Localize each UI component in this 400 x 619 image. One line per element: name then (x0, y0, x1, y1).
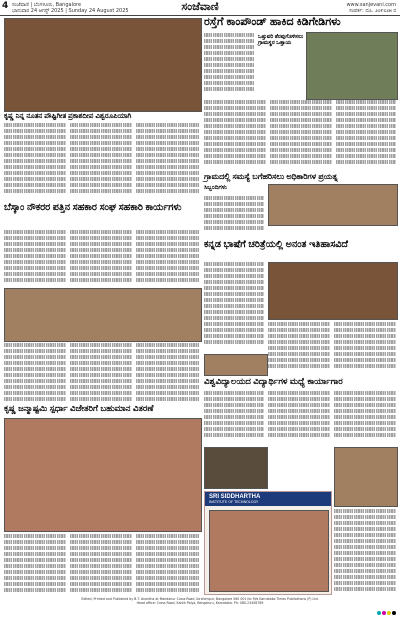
magenta-dot (382, 611, 386, 615)
ad-photo (209, 510, 329, 592)
event-photo-top-left (4, 18, 202, 112)
subhead-gram-sabha: ಸಿಬ್ಬಂದಿಗಳು (204, 185, 227, 191)
gram-sabha-photo (268, 184, 398, 226)
page-footer (0, 597, 400, 608)
column-contest-3 (136, 534, 200, 594)
color-registration-dots (376, 600, 396, 619)
masthead-right (346, 2, 396, 14)
headline-krishna-contest: ಕೃಷ್ಣ ಜನ್ಮಾಷ್ಟಮಿ ಸ್ಪರ್ಧಾ ವಿಜೇತರಿಗೆ ಬಹುಮಾನ ವಿತರಣೆ (4, 403, 154, 413)
column-kannada-2 (268, 322, 330, 372)
ad-title: SRI SIDDHARTHA (209, 494, 261, 500)
cyan-dot (377, 611, 381, 615)
page-number: 4 (2, 1, 9, 11)
date-label: ಭಾನುವಾರ 24 ಆಗಸ್ಟ್ 2025 | Sunday 24 August 2025 (12, 8, 129, 14)
column-road-2 (204, 100, 266, 170)
headline-kannada-history: ಕನ್ನಡ ಭಾಷೆಗೆ ಚರಿತ್ರೆಯಲ್ಲಿ ಅನಂತ ಇತಿಹಾಸವಿದೆ (204, 239, 348, 250)
column-gram-1 (204, 196, 264, 236)
university-students-photo (334, 447, 398, 507)
column-bescom-1 (4, 230, 66, 286)
headline-krishna-release: ಕೃಷ್ಣ ನಿನ್ನ ನೂತನ ಪೌಷ್ಟಿಗೀತ ಪ್ರಕಾಶದೀಪ ವಿಶ್ವರೂಪಿಯಾಗಿ (4, 113, 132, 120)
column-road-1 (204, 33, 254, 95)
column-bescom-5 (70, 343, 132, 401)
column-road-4 (336, 100, 396, 170)
yellow-dot (387, 611, 391, 615)
university-photo (204, 447, 268, 489)
footer-line-2: Head office: Cross Road, Kanth Palya, Bengaluru, Karnataka. Ph: 080-23456789 (136, 601, 264, 605)
column-university-3 (334, 391, 396, 443)
newspaper-logo: ಸಂಜೆವಾಣಿ (181, 0, 219, 13)
kannada-event-photo (268, 262, 398, 320)
footer-line-1: Edited, Printed and Published by B.T. Anantha at Mandanur Cross Road, Ibrahimpur, Bangalore 560 001 for M/s Karnataka Times Publications (P) Ltd. (81, 597, 319, 601)
krishna-children-photo (4, 418, 202, 532)
column-university-1 (204, 391, 264, 443)
black-dot (392, 611, 396, 615)
column-krishna-1 (4, 123, 66, 199)
bescom-group-photo (4, 288, 202, 342)
road-photo (306, 32, 398, 100)
edition-label: ಸಂಜೆವಾಣಿ | ಬೆಂಗಳೂರು, Bangalore (12, 2, 82, 8)
column-contest-1 (4, 534, 66, 594)
column-bescom-3 (136, 230, 200, 286)
column-bescom-6 (136, 343, 200, 401)
headline-bescom: ಬೆಸ್ಕಾಂ ನೌಕರರ ಪತ್ತಿನ ಸಹಕಾರ ಸಂಘ ಸಹಕಾರಿ ಕಾರ್ಯಗಳು (4, 202, 182, 213)
kannada-crowd-photo (204, 354, 268, 376)
subhead-road-compound: ಒತ್ತುವರಿ ತೆರವುಗೊಳಿಸಲು ಗ್ರಾಮಸ್ಥರ ಒತ್ತಾಯ (258, 34, 304, 46)
column-krishna-2 (70, 123, 132, 199)
headline-gram-sabha: ಗ್ರಾಮದಲ್ಲಿ ಸಮಸ್ಯೆ ಬಗೆಹರಿಸಲು ಅಧಿಕಾರಿಗಳ ಪ್ರಯತ್ನ (204, 172, 338, 181)
masthead-left (12, 2, 129, 14)
column-kannada-1 (204, 262, 264, 350)
headline-university: ವಿಶ್ವವಿದ್ಯಾಲಯದ ವಿದ್ಯಾರ್ಥಿಗಳ ಮಧ್ಯೆ ಕಾರ್ಯಾಗಾರ (204, 376, 343, 386)
column-road-3 (270, 100, 332, 170)
headline-road-compound: ರಸ್ತೆಗೆ ಕಾಂಪೌಂಡ್ ಹಾಕಿದ ಕಿಡಿಗೇಡಿಗಳು (204, 16, 341, 28)
column-university-4 (334, 509, 396, 593)
column-krishna-3 (136, 123, 200, 199)
column-university-2 (268, 391, 330, 443)
college-advertisement[interactable] (204, 491, 332, 595)
column-bescom-4 (4, 343, 66, 401)
ad-subtitle: INSTITUTE OF TECHNOLOGY (209, 500, 259, 504)
column-kannada-3 (334, 322, 396, 372)
website-label: www.sanjevani.com (346, 2, 396, 8)
contact-label: ಸಂಪರ್ಕ: ದೂ. ೨೦೯೮೨೫ ರ (349, 8, 396, 14)
column-bescom-2 (70, 230, 132, 286)
column-contest-2 (70, 534, 132, 594)
